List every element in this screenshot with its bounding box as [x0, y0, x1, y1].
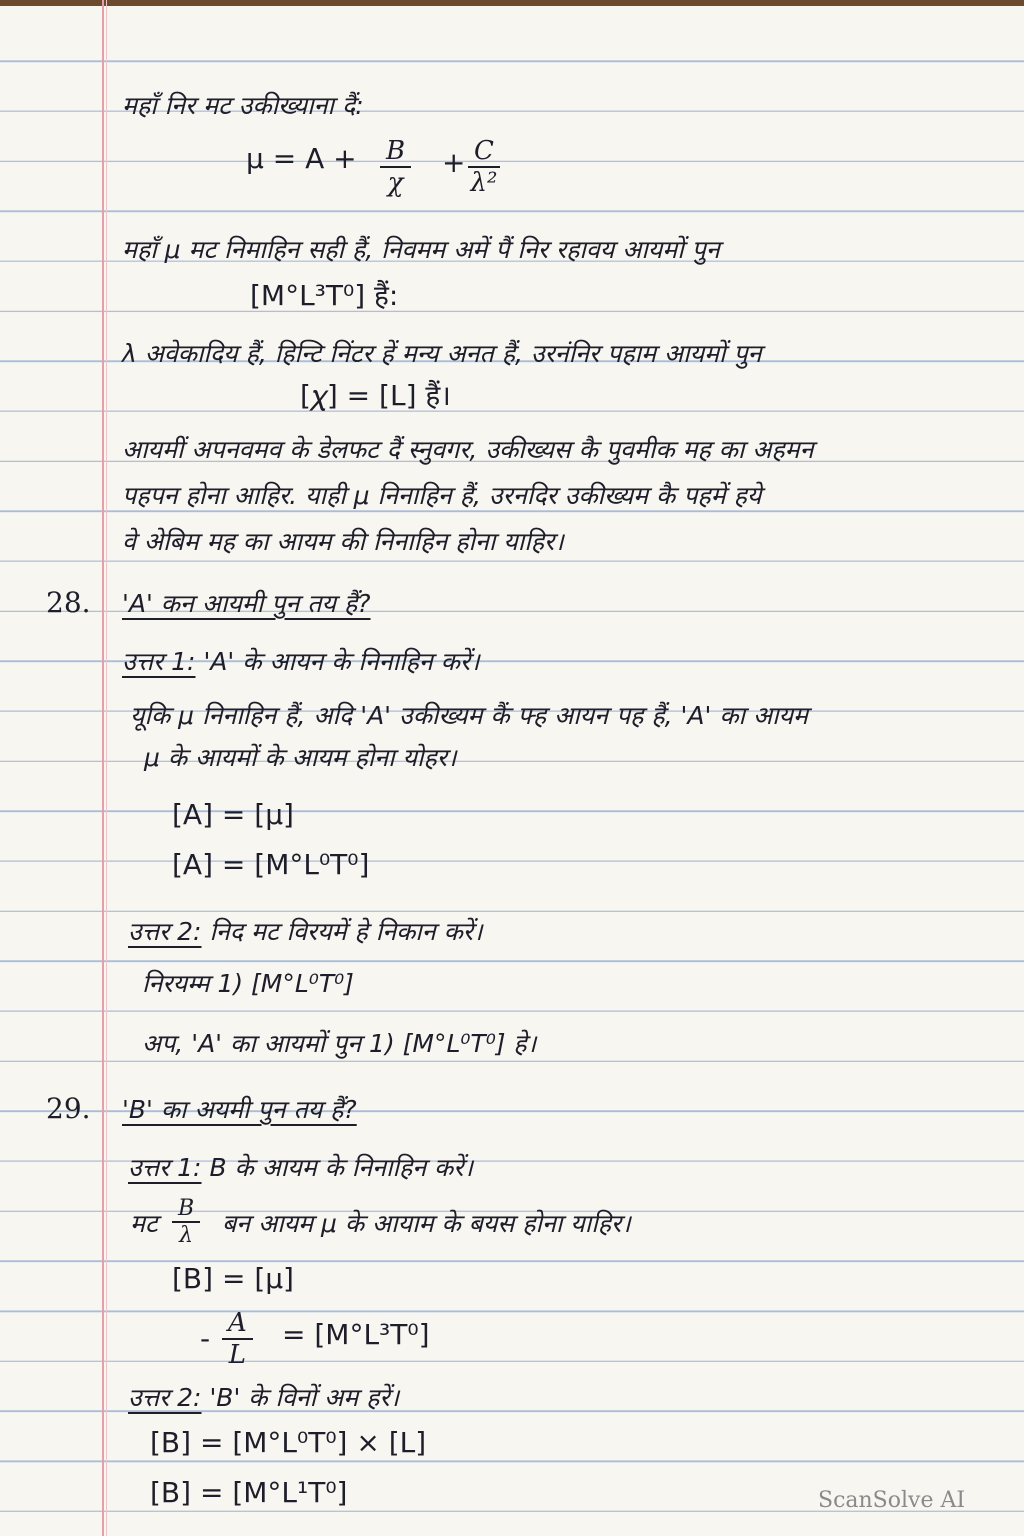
fraction-numerator: C — [468, 136, 500, 168]
q29-step-2-label: उत्तर 2: — [128, 1383, 202, 1412]
q29-reason-post: बन आयम μ के आयाम के बयस होना याहिर। — [222, 1209, 631, 1238]
q28-result-2: अप, 'A' का आयमों पुन 1) [M°L⁰T⁰] हे। — [142, 1029, 537, 1058]
margin-line-secondary — [106, 0, 107, 1536]
intro-paragraph-2: पहपन होना आहिर. याही μ निनाहिन हैं, उरनदिर उकीख्यम कै पहमें हये — [122, 481, 762, 510]
fraction-denominator: 𝜒 — [387, 168, 404, 198]
question-28-number: 28. — [46, 586, 91, 619]
equation-fraction-c — [468, 136, 500, 198]
q28-step-1-text: 'A' के आयन के निनाहिन करें। — [203, 647, 480, 676]
margin-line — [102, 0, 104, 1536]
equation-mu: μ = A + — [246, 142, 357, 175]
q28-reason-1: यूकि μ निनाहिन हैं, अदि 'A' उकीख्यम कैं फ्ह आयन पह हैं, 'A' का आयम — [130, 701, 808, 730]
q28-step-2-text: निद मट विरयमें हे निकान करें। — [209, 917, 483, 946]
q28-result-1: निरयम्म 1) [M°L⁰T⁰] — [142, 969, 354, 998]
fraction-denominator: L — [228, 1340, 247, 1370]
q29-equation-2-lhs: - — [200, 1322, 211, 1355]
page-top-edge — [0, 0, 1024, 6]
intro-paragraph-3: वे अेबिम मह का आयम की निनाहिन होना याहिर। — [122, 527, 564, 556]
intro-line-2: महाँ μ मट निमाहिन सही हैं, निवमम अमें पैं निर रहावय आयमों पुन — [122, 235, 720, 264]
intro-line-3: λ अवेकादिय हैं, हिन्टि निंटर हें मन्य अनत हैं, उरनंनिर पहाम आयमों पुन — [122, 339, 762, 368]
question-29-title: 'B' का अयमी पुन तय हैं? — [122, 1095, 357, 1124]
equation-fraction-b — [380, 136, 411, 198]
q29-step-1-label: उत्तर 1: — [128, 1153, 202, 1182]
fraction-denominator: λ² — [470, 168, 498, 198]
q28-reason-2: μ के आयमों के आयम होना योहर। — [144, 743, 457, 772]
q29-reason-fraction — [172, 1196, 200, 1248]
fraction-numerator: B — [380, 136, 411, 168]
q28-equation-1: [A] = [μ] — [172, 798, 294, 831]
q29-step-2 — [128, 1380, 399, 1414]
q29-step-2-text: 'B' के विनों अम हरें। — [209, 1383, 400, 1412]
question-29-number: 29. — [46, 1092, 91, 1125]
intro-dimension-x: [𝜒] = [L] हैं। — [300, 379, 451, 412]
equation-plus: + — [442, 146, 466, 179]
intro-heading: महाँ निर मट उकीख्याना दैं: — [122, 91, 364, 120]
q28-step-1 — [122, 644, 480, 678]
q29-step-1-text: B के आयम के निनाहिन करें। — [209, 1153, 473, 1182]
watermark: ScanSolve AI — [818, 1488, 966, 1513]
q28-step-2-label: उत्तर 2: — [128, 917, 202, 946]
q29-equation-2-fraction — [222, 1308, 253, 1370]
fraction-numerator: B — [172, 1196, 200, 1223]
q29-equation-2-rhs: = [M°L³T⁰] — [282, 1318, 430, 1351]
question-28-title: 'A' कन आयमी पुन तय हैं? — [122, 589, 371, 618]
q29-equation-3: [B] = [M°L⁰T⁰] × [L] — [150, 1426, 427, 1459]
q29-equation-4: [B] = [M°L¹T⁰] — [150, 1476, 348, 1509]
q29-equation-1: [B] = [μ] — [172, 1262, 294, 1295]
q28-equation-2: [A] = [M°L⁰T⁰] — [172, 848, 370, 881]
q29-reason-pre: मट — [130, 1209, 158, 1238]
fraction-numerator: A — [222, 1308, 253, 1340]
q28-step-1-label: उत्तर 1: — [122, 647, 196, 676]
intro-dimension-mu: [M°L³T⁰] हैं: — [250, 279, 399, 312]
fraction-denominator: λ — [179, 1223, 194, 1248]
intro-paragraph-1: आयमीं अपनवमव के डेलफट दैं स्नुवगर, उकीख्यस कै पुवमीक मह का अहमन — [122, 435, 814, 464]
q28-step-2 — [128, 914, 482, 948]
q29-step-1 — [128, 1150, 473, 1184]
